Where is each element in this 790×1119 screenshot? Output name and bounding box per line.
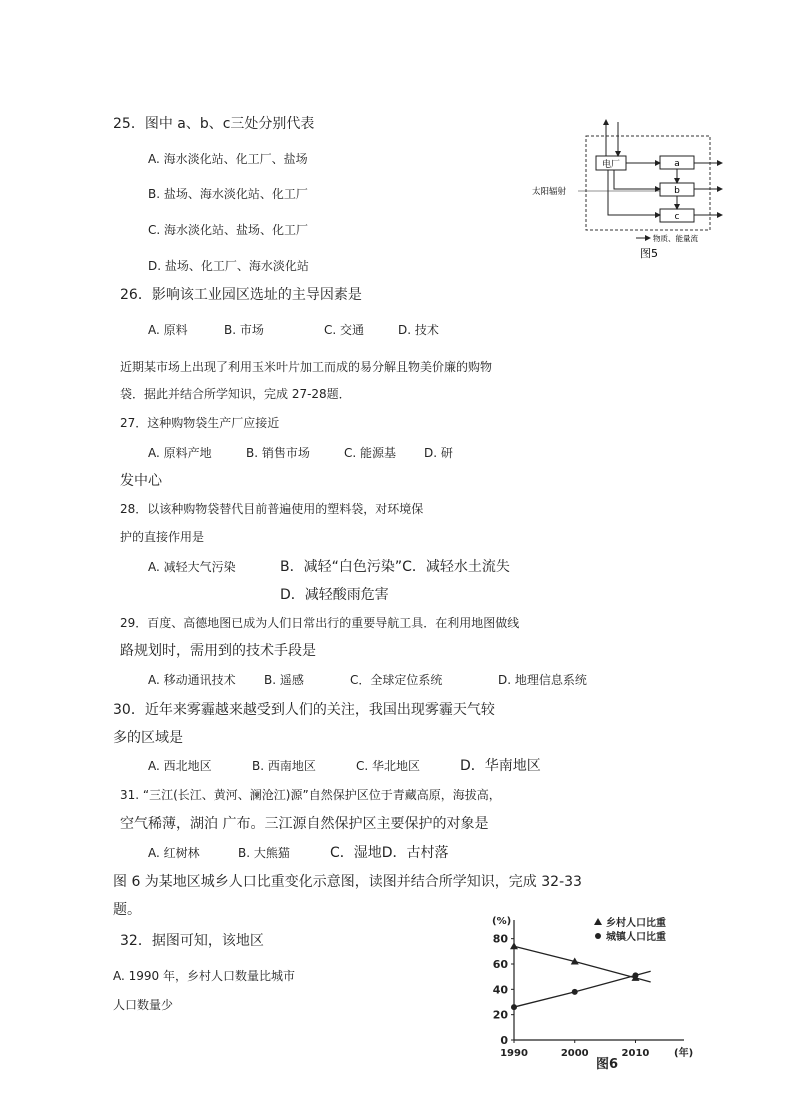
q25-option-a: A. 海水淡化站、化工厂、盐场 [148, 152, 308, 166]
q27-option-d-wrap: 发中心 [120, 473, 162, 489]
urban-data-point [511, 1004, 517, 1010]
q26-option-d: D. 技术 [398, 323, 439, 337]
q27-option-b: B. 销售市场 [246, 446, 310, 460]
y-tick-label: 0 [500, 1034, 508, 1047]
q28-option-d: D．减轻酸雨危害 [280, 587, 389, 603]
x-tick-label: 1990 [500, 1048, 528, 1059]
y-tick-label: 20 [492, 1008, 508, 1022]
q32-option-a-line2: 人口数量少 [113, 998, 174, 1012]
box-b-label: b [674, 186, 680, 196]
q29-stem-line2: 路规划时，需用到的技术手段是 [120, 643, 316, 659]
q29-option-d: D. 地理信息系统 [498, 673, 587, 687]
q25-option-b: B. 盐场、海水淡化站、化工厂 [148, 187, 308, 201]
q31-option-c-d: C．湿地D．古村落 [330, 845, 449, 861]
y-tick-label: 60 [492, 958, 508, 971]
q29-option-a: A. 移动通讯技术 [148, 673, 236, 687]
intro-32-33-line1: 图 6 为某地区城乡人口比重变化示意图，读图并结合所学知识，完成 32-33 [113, 874, 582, 890]
q25-stem: 25．图中 a、b、c三处分别代表 [113, 116, 315, 132]
q29-stem-line1: 29．百度、高德地图已成为人们日常出行的重要导航工具．在利用地图做线 [120, 616, 520, 630]
urban-data-point [632, 972, 638, 978]
q30-stem-line2: 多的区域是 [113, 730, 183, 746]
box-c-label: c [674, 212, 680, 222]
box-a-label: a [674, 159, 680, 169]
flow-legend-label: 物质、能量流 [653, 234, 698, 243]
q25-option-d: D. 盐场、化工厂、海水淡化站 [148, 259, 309, 273]
q30-option-b: B. 西南地区 [252, 759, 316, 773]
x-axis-unit: (年) [674, 1048, 694, 1059]
q26-option-c: C. 交通 [324, 323, 365, 337]
q29-option-b: B. 遥感 [264, 673, 304, 687]
q27-option-d: D. 研 [424, 446, 453, 460]
y-axis-unit: (%) [492, 916, 512, 927]
q27-option-c: C. 能源基 [344, 446, 397, 460]
q27-option-a: A. 原料产地 [148, 446, 212, 460]
q32-stem: 32．据图可知，该地区 [120, 933, 264, 949]
series-line-2 [514, 971, 651, 1007]
q31-option-a: A. 红树林 [148, 846, 200, 860]
rural-data-point [510, 942, 518, 949]
figure-6-chart [478, 912, 708, 1072]
q25-option-c: C. 海水淡化站、盐场、化工厂 [148, 223, 309, 237]
legend-circle-marker [595, 933, 601, 939]
intro-27-28-line1: 近期某市场上出现了利用玉米叶片加工而成的易分解且物美价廉的购物 [120, 360, 493, 374]
q26-option-a: A. 原料 [148, 323, 188, 337]
q29-option-c: C．全球定位系统 [350, 673, 443, 687]
legend-triangle-marker [594, 918, 602, 925]
urban-data-point [572, 989, 578, 995]
intro-32-33-line2: 题。 [113, 902, 141, 918]
q28-option-b-c: B．减轻“白色污染”C．减轻水土流失 [280, 559, 510, 575]
power-plant-label: 电厂 [601, 160, 621, 170]
q31-stem-line2: 空气稀薄，湖泊 广布。三江源自然保护区主要保护的对象是 [120, 816, 489, 832]
q30-option-d: D．华南地区 [460, 758, 541, 774]
q30-option-c: C. 华北地区 [356, 759, 421, 773]
q30-stem-line1: 30．近年来雾霾越来越受到人们的关注，我国出现雾霾天气较 [113, 702, 495, 718]
q32-option-a-line1: A. 1990 年，乡村人口数量比城市 [113, 969, 295, 983]
q28-option-a: A. 减轻大气污染 [148, 560, 236, 574]
q26-stem: 26．影响该工业园区选址的主导因素是 [120, 287, 362, 303]
q28-stem-line1: 28．以该种购物袋替代目前普遍使用的塑料袋，对环境保 [120, 502, 424, 516]
x-tick-label: 2010 [621, 1048, 650, 1059]
figure-5 [528, 114, 728, 264]
figure-6-caption: 图6 [596, 1057, 619, 1072]
solar-radiation-label: 太阳辐射 [532, 187, 567, 197]
x-tick-label: 2000 [560, 1048, 589, 1059]
q31-option-b: B. 大熊猫 [238, 846, 290, 860]
q30-option-a: A. 西北地区 [148, 759, 212, 773]
y-tick-label: 80 [492, 932, 508, 946]
q28-stem-line2: 护的直接作用是 [120, 530, 205, 544]
legend-label: 乡村人口比重 [606, 918, 666, 929]
q26-option-b: B. 市场 [224, 323, 264, 337]
y-tick-label: 40 [492, 983, 508, 997]
legend-label: 城镇人口比重 [606, 932, 666, 943]
q27-stem: 27．这种购物袋生产厂应接近 [120, 416, 280, 430]
figure-5-caption: 图5 [640, 247, 658, 260]
q31-stem-line1: 31. “三江(长江、黄河、澜沧江)源”自然保护区位于青藏高原，海拔高， [120, 788, 501, 802]
intro-27-28-line2: 袋．据此并结合所学知识，完成 27-28题． [120, 387, 351, 401]
